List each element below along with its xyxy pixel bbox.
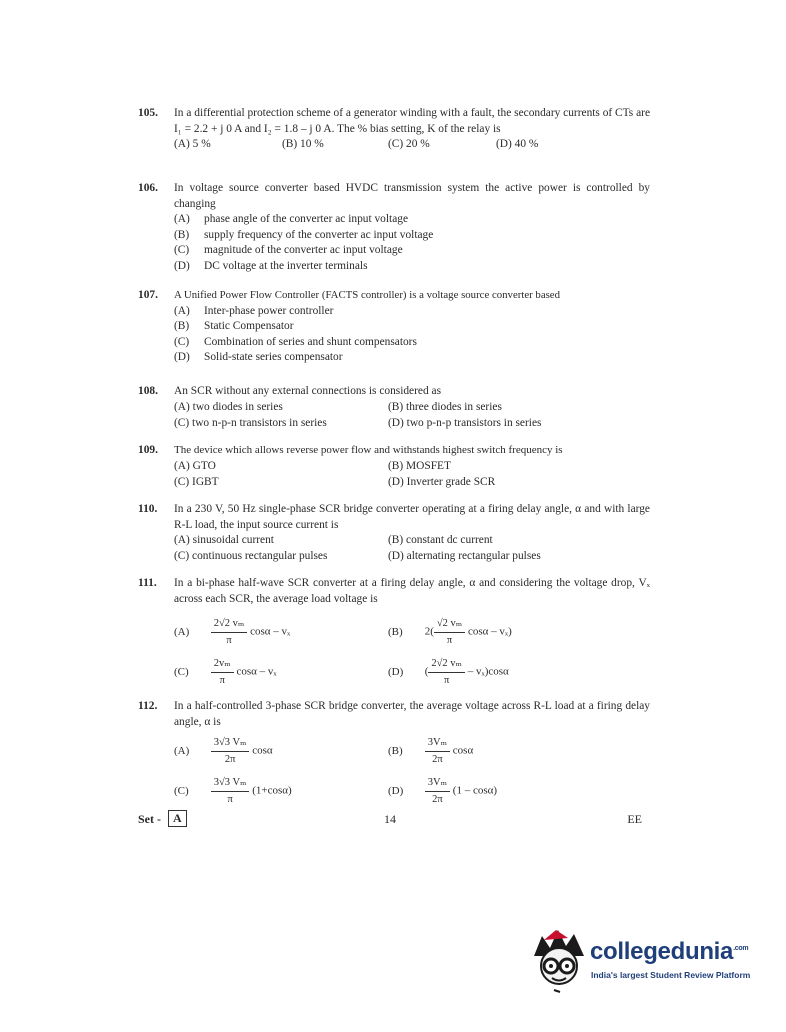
question-number: 109. (138, 444, 158, 456)
set-value: A (168, 810, 187, 827)
mascot-icon (528, 926, 590, 998)
question-number: 110. (138, 503, 158, 515)
question-number: 112. (138, 700, 158, 712)
options-list (174, 304, 650, 366)
option-a: (A) $\frac{\text{2√2 vₘ}}{\pi}$ cosα – vₓ (174, 618, 291, 646)
option-a: (A) 5 % (174, 138, 211, 151)
question-text: A Unified Power Flow Controller (FACTS controller) is a voltage source converter based (174, 289, 560, 301)
option-b: (B) 10 % (282, 138, 324, 151)
question-text: The device which allows reverse power flow and withstands highest switch frequency is (174, 444, 563, 456)
collegedunia-logo (528, 926, 758, 1006)
logo-tagline: India's largest Student Review Platform (591, 970, 751, 980)
option-c: (C) IGBT (174, 475, 219, 488)
option-c: (C) Combination of series and shunt compensators (174, 335, 417, 348)
option-b: (B) three diodes in series (388, 400, 502, 413)
option-d: (D) ( $\frac{\text{2√2 vₘ}}{\pi}$ – vₓ)cosα (388, 658, 509, 686)
page-number: 14 (384, 812, 396, 826)
question-text: In voltage source converter based HVDC transmission system the active power is controlled by changing (174, 182, 650, 210)
option-b: (B) MOSFET (388, 459, 451, 472)
question-106 (138, 181, 650, 275)
question-number: 107. (138, 289, 158, 301)
question-109 (138, 443, 650, 491)
option-c: (C) $\frac{\text{2vₘ}}{\pi}$ cosα – vₓ (174, 658, 277, 686)
question-108 (138, 384, 650, 432)
option-a: (A) $\frac{\text{3√3 Vₘ}}{2\pi}$ cosα (174, 737, 273, 765)
option-a: (A) GTO (174, 459, 216, 472)
option-c: (C) continuous rectangular pulses (174, 550, 328, 563)
option-d: (D) Solid-state series compensator (174, 351, 343, 364)
options-grid (174, 459, 650, 491)
question-number: 106. (138, 182, 158, 194)
option-a: (A) phase angle of the converter ac input voltage (174, 213, 408, 226)
subject-code: EE (627, 812, 642, 826)
option-c: (C) magnitude of the converter ac input voltage (174, 244, 403, 257)
option-b: (B) constant dc current (388, 534, 493, 547)
question-number: 108. (138, 385, 158, 397)
question-number: 111. (138, 577, 157, 589)
option-d: (D) two p-n-p transistors in series (388, 416, 542, 429)
options-list (174, 212, 650, 274)
option-d: (D) 40 % (496, 138, 539, 151)
logo-wordmark: collegedunia$^{.com}$ (590, 938, 749, 965)
question-110 (138, 502, 650, 565)
question-111 (138, 576, 650, 688)
option-c: (C) 20 % (388, 138, 430, 151)
question-text: In a 230 V, 50 Hz single-phase SCR bridge converter operating at a firing delay angle, α and with large R-L load, the input source current is (174, 503, 650, 531)
question-107 (138, 288, 650, 366)
option-a: (A) two diodes in series (174, 400, 283, 413)
option-b: (B) 2( $\frac{\text{√2 vₘ}}{\pi}$ cosα – vₓ) (388, 618, 512, 646)
options-grid (174, 533, 650, 565)
question-105 (138, 106, 650, 153)
set-label: Set - (138, 812, 161, 826)
question-text: In a differential protection scheme of a generator winding with a fault, the secondary currents of CTs are I₁ = 2.2 + j 0 A and I₂ = 1.8 – j 0 A. The % bias setting, K of the relay is (174, 107, 650, 135)
option-a: (A) Inter-phase power controller (174, 304, 334, 317)
option-a: (A) sinusoidal current (174, 534, 274, 547)
option-d: (D) $\frac{\text{3Vₘ}}{2\pi}$ (1 – cosα) (388, 777, 498, 805)
option-d: (D) alternating rectangular pulses (388, 550, 541, 563)
option-b: (B) $\frac{\text{3Vₘ}}{2\pi}$ cosα (388, 737, 474, 765)
question-text: An SCR without any external connections is considered as (174, 385, 441, 397)
option-d: (D) Inverter grade SCR (388, 475, 496, 488)
question-text: In a bi-phase half-wave SCR converter at a firing delay angle, α and considering the voltage drop, Vₓ across each SCR, the average load voltage is (174, 577, 650, 605)
option-c: (C) two n-p-n transistors in series (174, 416, 327, 429)
options-row (174, 137, 650, 153)
option-d: (D) DC voltage at the inverter terminals (174, 259, 368, 272)
option-b: (B) supply frequency of the converter ac input voltage (174, 228, 434, 241)
option-c: (C) $\frac{\text{3√3 Vₘ}}{\pi}$ (1+cosα) (174, 777, 292, 805)
options-grid (174, 400, 650, 432)
question-text: In a half-controlled 3-phase SCR bridge converter, the average voltage across R-L load at a firing delay angle, α is (174, 700, 650, 728)
question-number: 105. (138, 107, 158, 119)
option-b: (B) Static Compensator (174, 320, 294, 333)
question-112 (138, 699, 650, 809)
